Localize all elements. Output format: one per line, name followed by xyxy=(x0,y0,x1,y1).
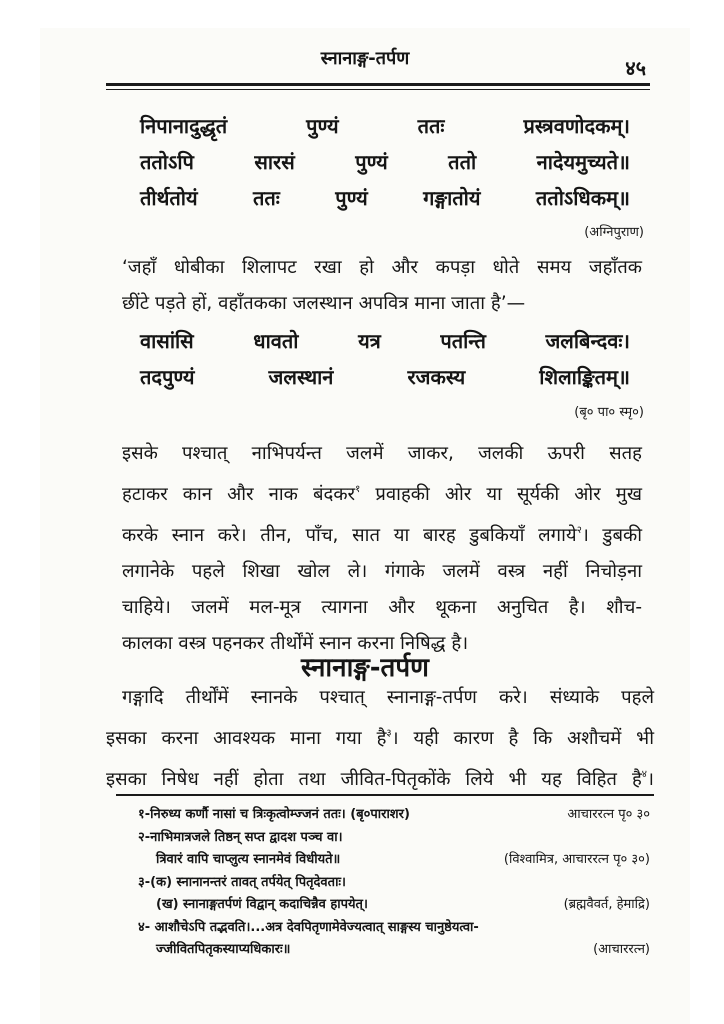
book-page xyxy=(40,28,690,1024)
paragraph-bathing xyxy=(122,436,642,662)
footnote-2-cont: त्रिवारं वापि चाप्लुत्य स्नानमेवं विधीयते॥ (विश्वामित्र, आचाररत्न पृ० ३०) xyxy=(138,849,650,872)
paragraph-line: इसका निषेध नहीं होता तथा जीवित-पितृकोंके लिये भी यह विहित है$^४$। xyxy=(106,769,654,790)
verse-line: तीर्थतोयं ततः पुण्यं गङ्गातोयं ततोऽधिकम्॥ xyxy=(140,186,630,210)
footnote-3a: ३-(क) स्नानानन्तरं तावत् तर्पयेत् पितृदेवताः। xyxy=(138,874,346,890)
running-title: स्नानाङ्ग-तर्पण xyxy=(320,48,410,69)
paragraph-line: इसका करना आवश्यक माना गया है$^३$। यही कारण है कि अशौचमें भी xyxy=(106,728,654,749)
footnote-source: आचाररत्न पृ० ३० xyxy=(567,807,650,822)
paragraph-line: लगानेके पहले शिखा खोल ले। गंगाके जलमें वस्त्र नहीं निचोड़ना xyxy=(122,561,642,582)
paragraph-line: गङ्गादि तीर्थोंमें स्नानके पश्चात् स्नानाङ्ग-तर्पण करे। संध्याके पहले xyxy=(122,687,654,708)
verse-line: तदपुण्यं जलस्थानं रजकस्य शिलाङ्कितम्॥ xyxy=(140,365,630,389)
footnote-marker: ४ xyxy=(641,769,647,780)
section-heading: स्नानाङ्ग-तर्पण xyxy=(301,653,429,683)
paragraph-dhobi xyxy=(122,250,642,322)
paragraph-line: कालका वस्त्र पहनकर तीर्थोंमें स्नान करना निषिद्ध है। xyxy=(122,633,469,654)
paragraph-line: चाहिये। जलमें मल-मूत्र त्यागना और थूकना अनुचित है। शौच- xyxy=(122,597,642,618)
footnote-1: १-निरुध्य कर्णौ नासां च त्रिःकृत्वोम्ज्जनं ततः। (बृ०पाराशर) आचाररत्न पृ० ३० xyxy=(138,804,650,827)
verse-line: वासांसि धावतो यत्र पतन्ति जलबिन्दवः। xyxy=(140,329,630,353)
footnote-4-cont: ज्जीवितपितृकस्याप्यधिकारः॥ (आचाररत्न) xyxy=(138,939,650,962)
paragraph-line: ‘जहाँ धोबीका शिलापट रखा हो और कपड़ा धोते समय जहाँतक xyxy=(122,257,642,278)
verse-source: (अग्निपुराण) xyxy=(584,225,644,240)
footnote-source: (विश्वामित्र, आचाररत्न पृ० ३०) xyxy=(503,852,650,867)
verse-agnipurana xyxy=(140,108,630,216)
header-rule-thin xyxy=(106,89,650,90)
page-header xyxy=(40,28,690,98)
footnote-marker: २ xyxy=(576,525,582,536)
footnotes xyxy=(138,804,650,962)
page-number: ४५ xyxy=(625,56,646,80)
header-rule xyxy=(106,83,650,86)
paragraph-line: छींटे पड़ते हों, वहाँतकका जलस्थान अपवित्र माना जाता है’— xyxy=(122,293,526,314)
footnote-marker: ३ xyxy=(386,728,392,739)
footnote-4: ४- आशौचेऽपि तद्भवति।...अत्र देवपितृणामेवेज्यत्वात् साङ्गस्य चानुष्ठेयत्वा- xyxy=(138,919,479,935)
paragraph-line: हटाकर कान और नाक बंदकर$^१$ प्रवाहकी ओर या सूर्यकी ओर मुख xyxy=(122,484,642,505)
footnote-marker: १ xyxy=(355,484,361,495)
footnote-source: (ब्रह्मवैवर्त, हेमाद्रि) xyxy=(563,897,650,912)
verse-brihat-parashara xyxy=(140,323,630,395)
footnote-rule xyxy=(116,794,654,796)
verse-source: (बृ० पा० स्मृ०) xyxy=(574,405,644,420)
verse-line: ततोऽपि सारसं पुण्यं ततो नादेयमुच्यते॥ xyxy=(140,150,630,174)
verse-line: निपानादुद्धृतं पुण्यं ततः प्रस्त्रवणोदकम्। xyxy=(140,114,630,138)
footnote-2: २-नाभिमात्रजले तिष्ठन् सप्त द्वादश पञ्च वा। xyxy=(138,829,343,845)
footnote-3b: (ख) स्नानाङ्गतर्पणं विद्वान् कदाचिन्नैव हापयेत्। (ब्रह्मवैवर्त, हेमाद्रि) xyxy=(138,894,650,917)
footnote-source: (आचाररत्न) xyxy=(593,942,650,957)
paragraph-snananga-tarpan xyxy=(106,680,654,798)
paragraph-line: करके स्नान करे। तीन, पाँच, सात या बारह डुबकियाँ लगाये$^२$। डुबकी xyxy=(122,525,643,546)
paragraph-line: इसके पश्चात् नाभिपर्यन्त जलमें जाकर, जलकी ऊपरी सतह xyxy=(122,443,642,464)
